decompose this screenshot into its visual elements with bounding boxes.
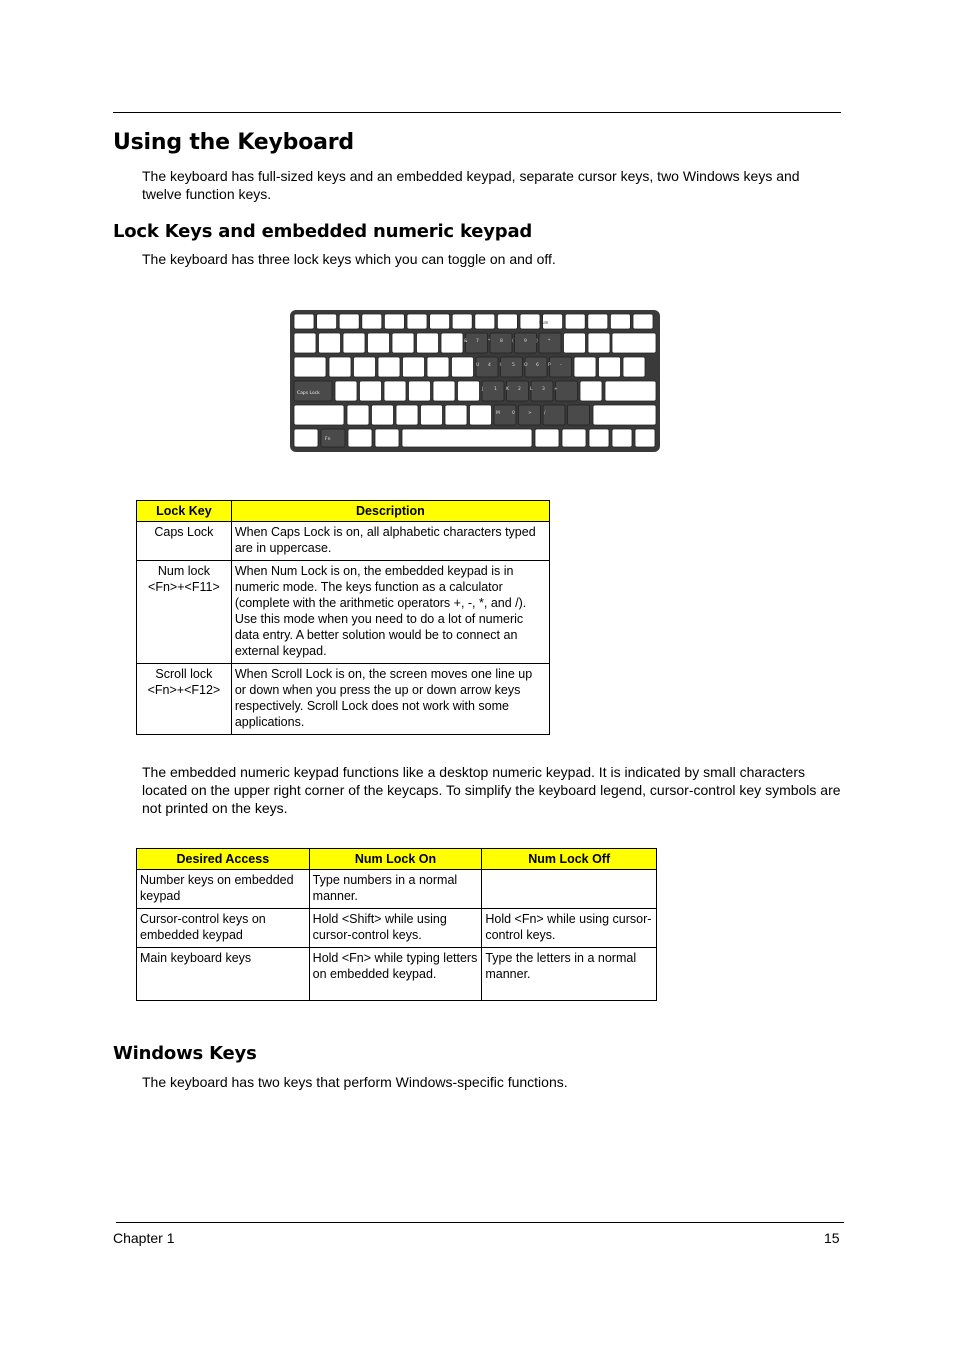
caps-lock-label: Caps Lock [297,391,320,396]
lock-key-cell: Scroll lock <Fn>+<F12> [137,664,232,735]
arrow-key [589,429,609,447]
keypad-label: 4 [488,363,491,368]
function-key [520,314,540,329]
number-key [368,333,390,353]
lock-keys-intro: The keyboard has three lock keys which you can toggle on and off. [142,251,556,267]
windows-key [348,429,372,447]
number-key [343,333,365,353]
letter-key [452,357,474,377]
function-key [317,314,337,329]
letter-key [458,381,480,401]
table-header-row [137,501,550,522]
keypad-label: P [548,363,551,368]
keypad-label: U [476,363,480,368]
letter-key [347,405,369,425]
keypad-label: M [496,411,500,416]
keypad-label: 2 [518,387,521,392]
access-cell: Main keyboard keys [137,948,310,1001]
description-cell: When Scroll Lock is on, the screen moves one line up or down when you press the up or down arrow keys respectively. Scroll Lock does not work with some applications. [231,664,549,735]
shift-key [294,405,344,425]
function-key [362,314,382,329]
num-lock-on-cell: Type numbers in a normal manner. [309,870,482,909]
keypad-label: 0 [512,411,515,416]
num-lock-on-cell: Hold <Fn> while typing letters on embedded keypad. [309,948,482,1001]
num-lock-off-cell: Hold <Fn> while using cursor-control keys. [482,909,657,948]
windows-key [562,429,586,447]
footer-rule [116,1222,844,1223]
keypad-label: 9 [524,339,527,344]
function-key [497,314,517,329]
letter-key [329,357,351,377]
function-key [407,314,427,329]
function-key [588,314,608,329]
windows-keys-intro: The keyboard has two keys that perform Windows-specific functions. [142,1074,568,1090]
keypad-label: 6 [536,363,539,368]
column-header: Description [231,501,549,522]
access-cell: Number keys on embedded keypad [137,870,310,909]
keypad-label: - [560,363,562,368]
number-key [441,333,463,353]
keypad-label: I [500,363,502,368]
number-key [588,333,610,353]
keypad-label: + [554,387,558,392]
num-lock-label: Num [539,320,549,325]
table-row [137,522,550,561]
keypad-label: / [544,411,546,416]
keypad-label: O [524,363,528,368]
shift-key [593,405,656,425]
number-key [564,333,586,353]
function-key [339,314,359,329]
column-header: Num Lock Off [482,849,657,870]
letter-key [360,381,382,401]
page-title: Using the Keyboard [113,130,354,155]
letter-key [445,405,467,425]
lock-keys-table [136,500,550,735]
num-lock-off-cell: Type the letters in a normal manner. [482,948,657,1001]
letter-key [354,357,376,377]
function-key [452,314,472,329]
table-row [137,664,550,735]
keypad-label: * [488,339,491,344]
function-key [610,314,630,329]
enter-key [605,381,656,401]
letter-key [543,405,565,425]
keypad-label: K [506,387,509,392]
letter-key [470,405,492,425]
lock-key-cell: Num lock <Fn>+<F11> [137,561,232,664]
letter-key [384,381,406,401]
number-key [392,333,414,353]
keypad-label: 3 [542,387,545,392]
function-key [475,314,495,329]
letter-key [482,381,504,401]
arrow-key [635,429,655,447]
table-row [137,909,657,948]
keypad-label: & [464,339,468,344]
description-cell: When Caps Lock is on, all alphabetic characters typed are in uppercase. [231,522,549,561]
letter-key [335,381,357,401]
intro-paragraph: The keyboard has full-sized keys and an embedded keypad, separate cursor keys, two Windows keys and twelve function keys. [142,168,800,202]
letter-key [568,405,590,425]
arrow-key [612,429,632,447]
letter-key [421,405,443,425]
num-lock-off-cell [482,870,657,909]
keypad-label: * [548,339,551,344]
letter-key [378,357,400,377]
letter-key [409,381,431,401]
alt-key [375,429,399,447]
keypad-label: J [482,387,484,392]
keypad-paragraph: The embedded numeric keypad functions like a desktop numeric keypad. It is indicated by small characters located on the upper right corner of the keycaps. To simplify the keyboard legend, cursor-control key symbols are not printed on the keys. [142,764,841,816]
keyboard-image [286,306,664,462]
keypad-label: 5 [512,363,515,368]
keypad-label: > [528,411,532,416]
footer-page-number: 15 [824,1230,840,1246]
keypad-label: 1 [494,387,497,392]
letter-key [599,357,621,377]
function-key [294,314,314,329]
letter-key [372,405,394,425]
function-key [384,314,404,329]
letter-key [396,405,418,425]
ctrl-key [294,429,318,447]
table-row [137,870,657,909]
num-lock-on-cell: Hold <Shift> while using cursor-control keys. [309,909,482,948]
letter-key [476,357,498,377]
letter-key [556,381,578,401]
keypad-label: ) [536,339,538,344]
function-key [633,314,653,329]
keypad-label: ( [512,339,514,344]
tab-key [294,357,326,377]
column-header: Num Lock On [309,849,482,870]
lock-keys-heading: Lock Keys and embedded numeric keypad [113,221,533,242]
letter-key [574,357,596,377]
table-row [137,948,657,1001]
number-key [417,333,439,353]
function-key [565,314,585,329]
keyboard-illustration [286,306,664,462]
keypad-label: 8 [500,339,503,344]
lock-key-cell: Caps Lock [137,522,232,561]
windows-keys-heading: Windows Keys [113,1043,257,1064]
fn-key-label: Fn [325,437,331,442]
access-table [136,848,657,1001]
letter-key [403,357,425,377]
function-key [430,314,450,329]
table-header-row [137,849,657,870]
backspace-key [612,333,656,353]
description-cell: When Num Lock is on, the embedded keypad is in numeric mode. The keys function as a calculator (complete with the arithmetic operators +, -, *, and /). Use this mode when you need to do a lot of numeric data entry. A better solution would be to connect an external keypad. [231,561,549,664]
keypad-label: L [530,387,533,392]
table-row [137,561,550,664]
access-cell: Cursor-control keys on embedded keypad [137,909,310,948]
letter-key [623,357,645,377]
number-key [294,333,316,353]
letter-key [433,381,455,401]
column-header: Desired Access [137,849,310,870]
column-header: Lock Key [137,501,232,522]
keypad-label: 7 [476,339,479,344]
letter-key [427,357,449,377]
header-rule [113,112,841,113]
footer-chapter: Chapter 1 [113,1230,175,1246]
alt-key [535,429,559,447]
letter-key [580,381,602,401]
number-key [319,333,341,353]
space-key [402,429,532,447]
